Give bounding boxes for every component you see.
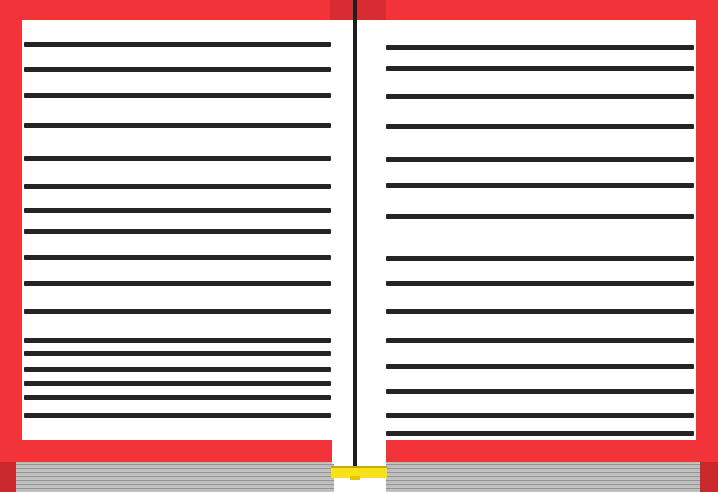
ruled-line [386, 256, 694, 261]
ruled-line [24, 351, 331, 356]
ruled-line [386, 45, 694, 50]
ruled-line [24, 123, 331, 128]
ruled-line [386, 94, 694, 99]
ruled-line [386, 124, 694, 129]
ruled-line [24, 309, 331, 314]
right-page-ruled-lines [386, 0, 695, 492]
ruled-line [24, 67, 331, 72]
ruled-line [24, 184, 331, 189]
ruled-line [24, 413, 331, 418]
ruled-line [24, 208, 331, 213]
ruled-line [386, 364, 694, 369]
ruled-line [386, 214, 694, 219]
ruled-line [24, 281, 331, 286]
ruled-line [24, 395, 331, 400]
ruled-line [386, 157, 694, 162]
ruled-line [386, 66, 694, 71]
bookmark-tip [350, 476, 360, 480]
ruled-line [386, 431, 694, 436]
spine-line [353, 0, 357, 476]
ruled-line [24, 255, 331, 260]
ruled-line [386, 389, 694, 394]
ruled-line [24, 93, 331, 98]
ruled-line [24, 338, 331, 343]
ruled-line [24, 367, 331, 372]
ruled-line [24, 229, 331, 234]
ruled-line [386, 338, 694, 343]
left-page-ruled-lines [24, 0, 332, 492]
ruled-line [386, 281, 694, 286]
ruled-line [24, 42, 331, 47]
ruled-line [24, 156, 331, 161]
ruled-line [24, 381, 331, 386]
ruled-line [386, 183, 694, 188]
ruled-line [386, 413, 694, 418]
gutter [332, 20, 386, 464]
ruled-line [386, 309, 694, 314]
